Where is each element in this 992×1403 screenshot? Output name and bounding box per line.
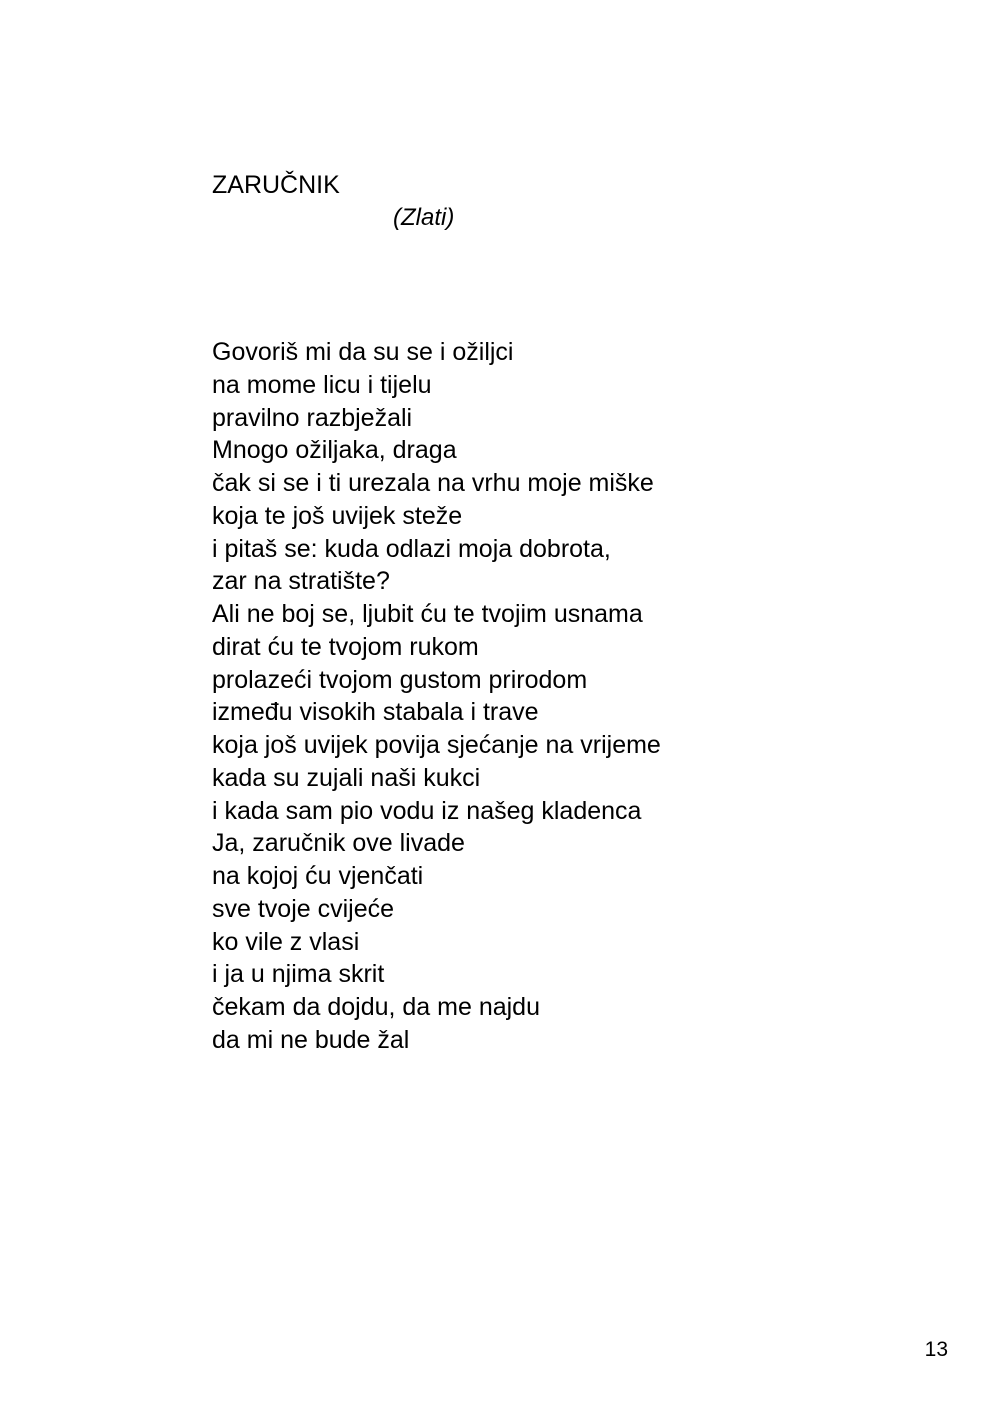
poem-line: i pitaš se: kuda odlazi moja dobrota, — [212, 534, 611, 563]
poem-line: na mome licu i tijelu — [212, 370, 432, 399]
poem-line: ko vile z vlasi — [212, 927, 360, 956]
poem-line: i ja u njima skrit — [212, 960, 385, 989]
poem-body — [212, 336, 661, 1057]
poem-line: čak si se i ti urezala na vrhu moje miške — [212, 469, 654, 497]
poem-line: da mi ne bude žal — [212, 1025, 410, 1054]
poem-line: koja te još uvijek steže — [212, 501, 463, 530]
poem-line: Govoriš mi da su se i ožiljci — [212, 338, 514, 366]
poem-line: Mnogo ožiljaka, draga — [212, 436, 457, 465]
poem-line: dirat ću te tvojom rukom — [212, 632, 479, 661]
poem-line: između visokih stabala i trave — [212, 698, 539, 727]
poem-line: koja još uvijek povija sjećanje na vrijeme — [212, 731, 661, 759]
poem-line: kada su zujali naši kukci — [212, 763, 481, 792]
poem-line: na kojoj ću vjenčati — [212, 862, 424, 890]
poem-line: zar na stratište? — [212, 567, 390, 596]
poem-line: Ja, zaručnik ove livade — [212, 829, 465, 858]
poem-line: čekam da dojdu, da me najdu — [212, 993, 540, 1021]
poem-line: prolazeći tvojom gustom prirodom — [212, 665, 588, 694]
poem-line: pravilno razbježali — [212, 403, 413, 432]
poem-line: Ali ne boj se, ljubit ću te tvojim usnama — [212, 600, 643, 628]
poem-dedication: (Zlati) — [393, 204, 455, 231]
poem-line: i kada sam pio vodu iz našeg kladenca — [212, 796, 642, 825]
poem-title: ZARUČNIK — [212, 171, 340, 199]
poem-line: sve tvoje cvijeće — [212, 894, 395, 923]
page-number: 13 — [924, 1338, 948, 1361]
